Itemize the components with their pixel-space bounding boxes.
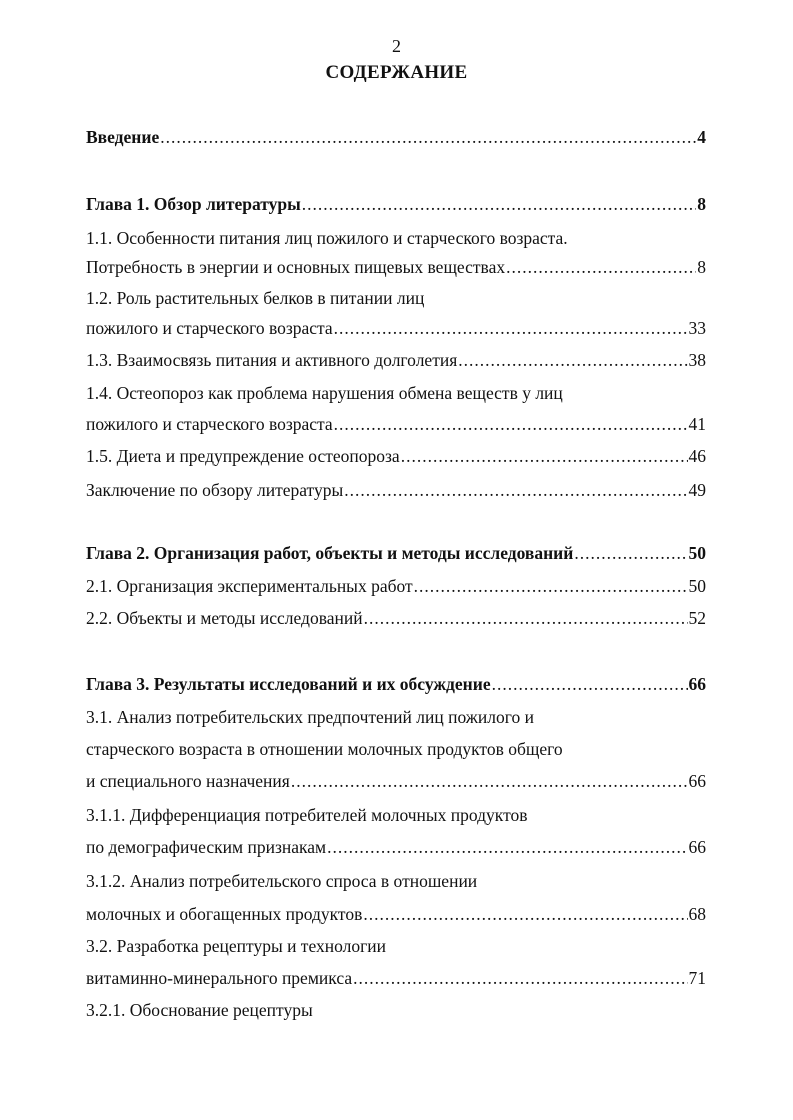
toc-entry — [86, 902, 706, 926]
toc-entry-title: 3.2.1. Обоснование рецептуры — [86, 1000, 313, 1020]
toc-entry-page: 33 — [688, 318, 706, 338]
toc-entry — [86, 412, 706, 436]
page-title: СОДЕРЖАНИЕ — [325, 62, 468, 83]
toc-leader-dots — [344, 478, 687, 502]
toc-entry-title: Глава 2. Организация работ, объекты и методы исследований — [86, 543, 574, 563]
toc-entry — [86, 672, 706, 696]
toc-leader-dots — [327, 835, 687, 859]
toc-entry — [86, 255, 706, 279]
toc-entry — [86, 348, 706, 372]
toc-entry-page: 50 — [688, 543, 706, 563]
page-number: 2 — [392, 36, 401, 56]
toc-entry-page: 41 — [688, 414, 706, 434]
toc-entry-page: 66 — [688, 771, 706, 791]
toc-leader-dots — [458, 348, 687, 372]
toc-entry — [86, 192, 706, 216]
toc-entry-page: 52 — [688, 608, 706, 628]
toc-entry-title: пожилого и старческого возраста — [86, 414, 333, 434]
toc-leader-dots — [334, 412, 688, 436]
toc-entry-title: 2.2. Объекты и методы исследований — [86, 608, 363, 628]
toc-entry-page: 38 — [688, 350, 706, 370]
toc-entry-page: 66 — [688, 837, 706, 857]
toc-leader-dots — [363, 902, 687, 926]
toc-entry-title: 1.2. Роль растительных белков в питании лиц — [86, 288, 425, 308]
toc-entry-title: старческого возраста в отношении молочных продуктов общего — [86, 739, 563, 759]
toc-leader-dots — [506, 255, 696, 279]
toc-entry-title: пожилого и старческого возраста — [86, 318, 333, 338]
toc-entry-page: 50 — [688, 576, 706, 596]
toc-entry-page: 8 — [697, 257, 706, 277]
toc-entry-title: 1.1. Особенности питания лиц пожилого и старческого возраста. — [86, 228, 568, 248]
toc-entry-page: 71 — [688, 968, 706, 988]
toc-entry-title: Глава 3. Результаты исследований и их обсуждение — [86, 674, 491, 694]
toc-entry — [86, 478, 706, 502]
toc-entry-page: 66 — [688, 674, 706, 694]
toc-entry-title: витаминно-минерального премикса — [86, 968, 353, 988]
toc-entry-title: 3.1.1. Дифференциация потребителей молочных продуктов — [86, 805, 528, 825]
toc-leader-dots — [302, 192, 696, 216]
toc-leader-dots — [291, 769, 688, 793]
toc-entry-title: Потребность в энергии и основных пищевых веществах — [86, 257, 506, 277]
toc-leader-dots — [334, 316, 688, 340]
toc-entry — [86, 835, 706, 859]
toc-entry-title: Введение — [86, 127, 160, 147]
toc-entry-title: и специального назначения — [86, 771, 290, 791]
toc-leader-dots — [364, 606, 688, 630]
toc-entry-title: 1.4. Остеопороз как проблема нарушения обмена веществ у лиц — [86, 383, 563, 403]
toc-entry — [86, 705, 706, 729]
toc-entry — [86, 125, 706, 149]
toc-entry-title: молочных и обогащенных продуктов — [86, 904, 363, 924]
toc-leader-dots — [414, 574, 688, 598]
toc-entry-title: 3.2. Разработка рецептуры и технологии — [86, 936, 387, 956]
toc-entry-title: 1.3. Взаимосвязь питания и активного долголетия — [86, 350, 458, 370]
toc-entry-page: 49 — [688, 480, 706, 500]
toc-entry-page: 68 — [688, 904, 706, 924]
toc-leader-dots — [401, 444, 688, 468]
toc-entry-page: 4 — [697, 127, 706, 147]
toc-leader-dots — [492, 672, 688, 696]
toc-leader-dots — [160, 125, 696, 149]
toc-entry — [86, 966, 706, 990]
toc-entry — [86, 574, 706, 598]
toc-leader-dots — [574, 541, 687, 565]
toc-entry-title: 3.1.2. Анализ потребительского спроса в отношении — [86, 871, 478, 891]
toc-leader-dots — [353, 966, 687, 990]
toc-entry-page: 46 — [688, 446, 706, 466]
toc-entry — [86, 769, 706, 793]
toc-entry-title: 2.1. Организация экспериментальных работ — [86, 576, 413, 596]
toc-entry — [86, 737, 706, 761]
toc-entry-title: по демографическим признакам — [86, 837, 327, 857]
toc-entry — [86, 606, 706, 630]
toc-entry — [86, 286, 706, 310]
toc-entry — [86, 444, 706, 468]
toc-entry-title: Заключение по обзору литературы — [86, 480, 344, 500]
toc-entry-title: 3.1. Анализ потребительских предпочтений лиц пожилого и — [86, 707, 534, 727]
toc-entry — [86, 869, 706, 893]
toc-entry — [86, 998, 706, 1022]
toc-entry — [86, 381, 706, 405]
toc-entry — [86, 226, 706, 250]
toc-entry — [86, 934, 706, 958]
toc-entry — [86, 541, 706, 565]
toc-entry-page: 8 — [697, 194, 706, 214]
toc-entry-title: 1.5. Диета и предупреждение остеопороза — [86, 446, 400, 466]
toc-entry — [86, 316, 706, 340]
toc-entry-title: Глава 1. Обзор литературы — [86, 194, 301, 214]
toc-entry — [86, 803, 706, 827]
